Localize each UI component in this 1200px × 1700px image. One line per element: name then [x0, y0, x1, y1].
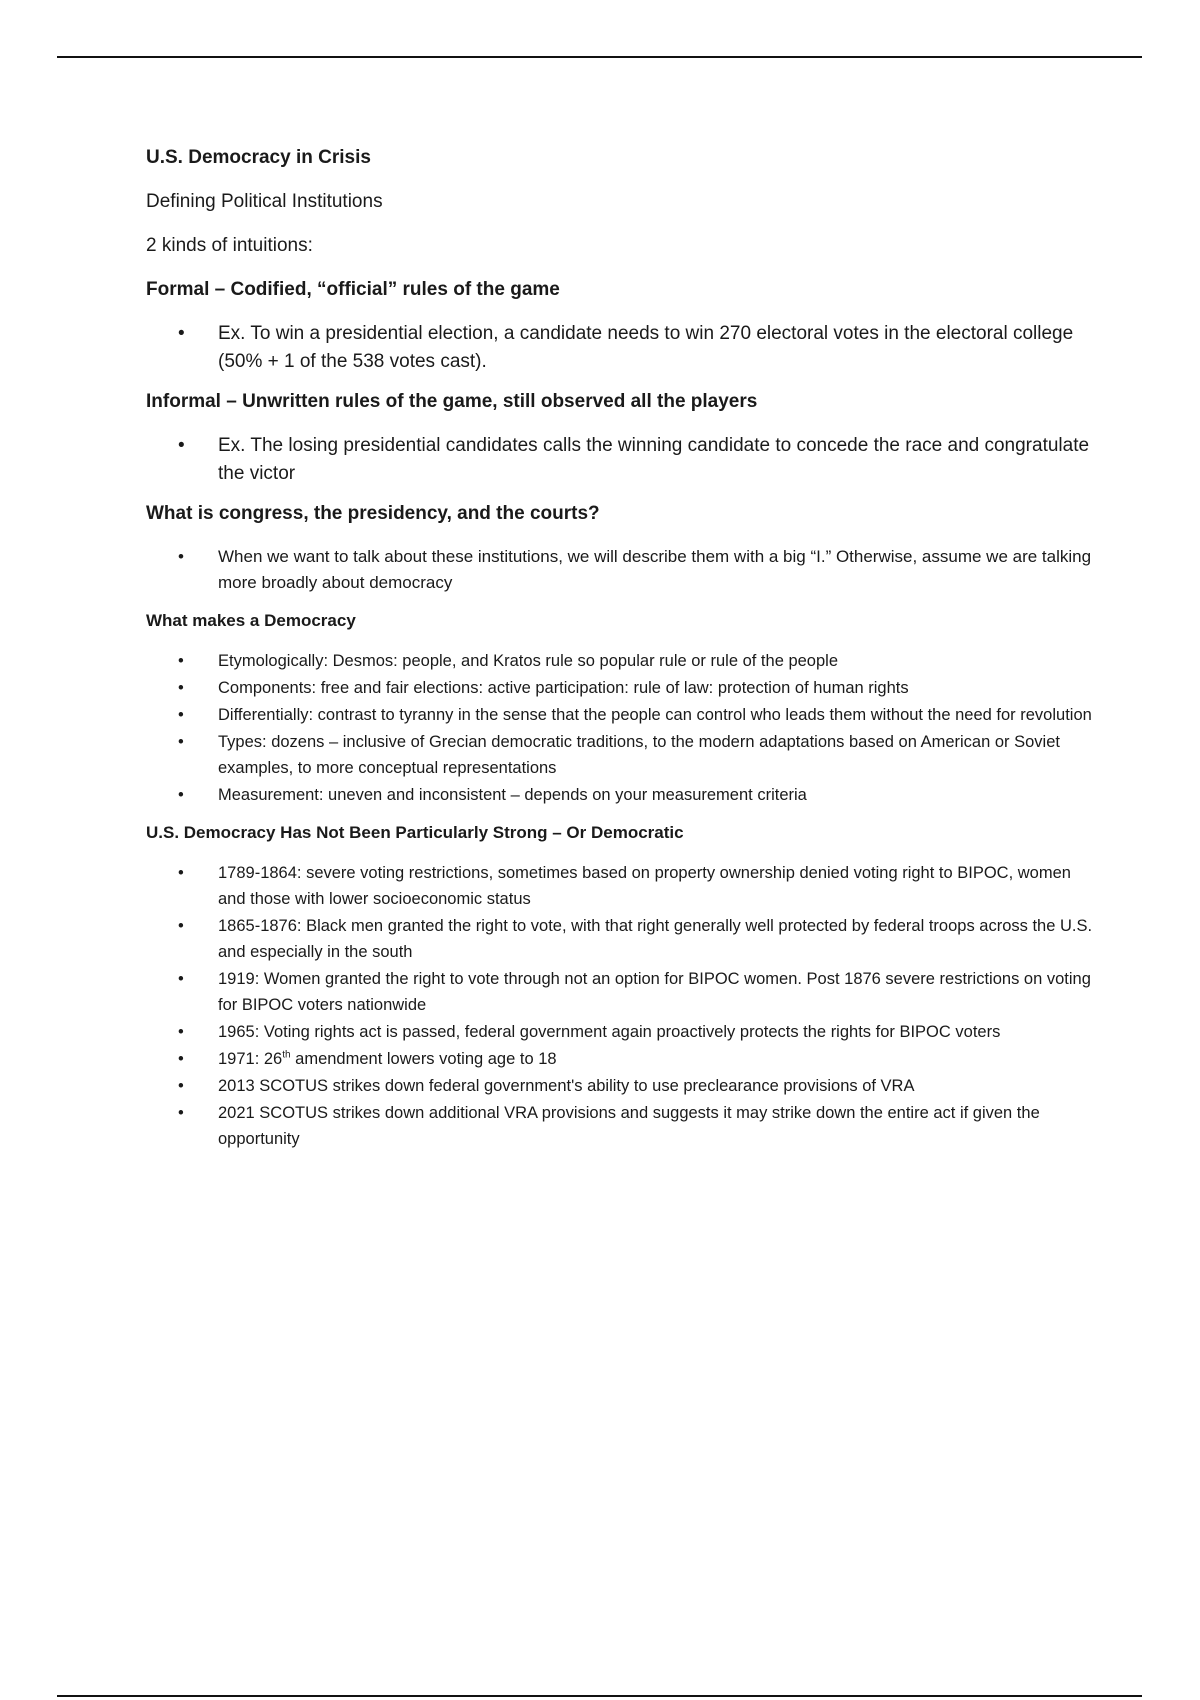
us-history-heading: U.S. Democracy Has Not Been Particularly Strong – Or Democratic [146, 823, 684, 842]
list-item [146, 782, 1096, 808]
list-item-text: 2013 SCOTUS strikes down federal government's ability to use preclearance provisions of VRA [218, 1077, 915, 1095]
bullet-icon: • [178, 970, 184, 988]
list-item [146, 675, 1096, 701]
informal-heading: Informal – Unwritten rules of the game, still observed all the players [146, 391, 758, 412]
list-item-text: Differentially: contrast to tyranny in the sense that the people can control who leads them without the need for revolution [218, 706, 1092, 724]
institutions-heading: What is congress, the presidency, and the courts? [146, 503, 600, 524]
list-item-text: Ex. The losing presidential candidates calls the winning candidate to concede the race and congratulate the victor [218, 435, 1090, 484]
list-item [146, 544, 1096, 596]
list-item-text: Measurement: uneven and inconsistent – depends on your measurement criteria [218, 786, 807, 804]
list-item [146, 1019, 1096, 1045]
bullet-icon: • [178, 547, 184, 566]
list-item [146, 966, 1096, 1018]
bullet-icon: • [178, 1077, 184, 1095]
list-item-text: 1865-1876: Black men granted the right to vote, with that right generally well protected by federal troops across the U.S. and especially in the south [218, 917, 1093, 961]
bullet-icon: • [178, 864, 184, 882]
intro-text: 2 kinds of intuitions: [146, 235, 313, 256]
bullet-icon: • [178, 1023, 184, 1041]
superscript-ordinal: th [282, 1049, 291, 1061]
democracy-list [146, 648, 1096, 808]
list-item [146, 320, 1096, 376]
list-item [146, 1073, 1096, 1099]
formal-heading: Formal – Codified, “official” rules of the game [146, 279, 560, 300]
list-item [146, 1100, 1096, 1152]
institutions-list [146, 544, 1096, 596]
formal-list [146, 320, 1096, 376]
bullet-icon: • [178, 706, 184, 724]
list-item-text: Types: dozens – inclusive of Grecian democratic traditions, to the modern adaptations based on American or Soviet examples, to more conceptual representations [218, 733, 1060, 777]
list-item-text: 1789-1864: severe voting restrictions, sometimes based on property ownership denied voting right to BIPOC, women and those with lower socioeconomic status [218, 864, 1071, 908]
list-item [146, 860, 1096, 912]
list-item-text: 1965: Voting rights act is passed, federal government again proactively protects the rights for BIPOC voters [218, 1023, 1001, 1041]
list-item-text: Components: free and fair elections: active participation: rule of law: protection of human rights [218, 679, 909, 697]
list-item [146, 1046, 1096, 1072]
bullet-icon: • [178, 733, 184, 751]
list-item-text: Ex. To win a presidential election, a candidate needs to win 270 electoral votes in the electoral college (50% + 1 of the 538 votes cast). [218, 323, 1074, 372]
bullet-icon: • [178, 1104, 184, 1122]
democracy-heading: What makes a Democracy [146, 611, 356, 630]
document-body [146, 146, 1096, 1166]
bullet-icon: • [178, 652, 184, 670]
bullet-icon: • [178, 1050, 184, 1068]
bullet-icon: • [178, 786, 184, 804]
list-item [146, 913, 1096, 965]
list-item-text: Etymologically: Desmos: people, and Kratos rule so popular rule or rule of the people [218, 652, 839, 670]
list-item [146, 729, 1096, 781]
us-history-list [146, 860, 1096, 1152]
list-item [146, 432, 1096, 488]
document-title: U.S. Democracy in Crisis [146, 147, 371, 168]
list-item-text-suffix: amendment lowers voting age to 18 [290, 1050, 557, 1068]
list-item-text-prefix: 1971: 26 [218, 1050, 283, 1068]
bullet-icon: • [178, 323, 185, 344]
informal-list [146, 432, 1096, 488]
bullet-icon: • [178, 917, 184, 935]
list-item [146, 648, 1096, 674]
list-item-text: When we want to talk about these institutions, we will describe them with a big “I.” Otherwise, assume we are talking more broadly about democracy [218, 547, 1092, 592]
footer-rule [57, 1695, 1142, 1697]
bullet-icon: • [178, 679, 184, 697]
bullet-icon: • [178, 435, 185, 456]
document-subtitle: Defining Political Institutions [146, 191, 383, 212]
list-item-text: 1919: Women granted the right to vote through not an option for BIPOC women. Post 1876 severe restrictions on voting for BIPOC voters nationwide [218, 970, 1091, 1014]
header-rule [57, 56, 1142, 58]
list-item-text: 2021 SCOTUS strikes down additional VRA provisions and suggests it may strike down the entire act if given the opportunity [218, 1104, 1040, 1148]
list-item [146, 702, 1096, 728]
